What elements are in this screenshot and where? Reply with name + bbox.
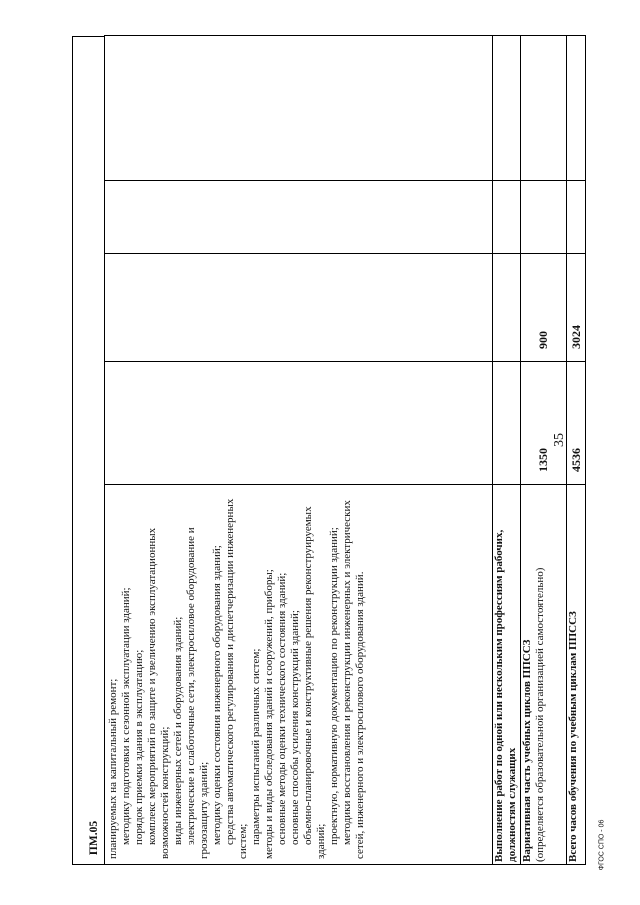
knowledge-line: методики восстановления и реконструкции инженерных и электрических сетей, инженерного и электросилового оборудования зданий. — [341, 500, 366, 859]
total-competence — [567, 36, 586, 181]
code-column — [32, 36, 104, 865]
knowledge-line: средства автоматического регулирования и диспетчеризации инженерных систем; — [224, 498, 249, 859]
knowledge-line: основные способы усиления конструкций зданий; — [289, 610, 301, 845]
variative-note: (определяется образовательной организацией самостоятельно) — [534, 567, 546, 862]
variative-competence — [521, 36, 567, 181]
total-title: Всего часов обучения по учебным циклам ППССЗ — [567, 485, 586, 865]
pm05-hours — [493, 254, 521, 362]
knowledge-line: объемно-планировочные и конструктивные решения реконструируемых зданий; — [302, 506, 327, 859]
knowledge-line: порядок приемки здания в эксплуатацию; — [133, 649, 145, 845]
table-row-variative — [521, 36, 567, 865]
total-disciplines — [567, 181, 586, 254]
knowledge-cell — [105, 485, 493, 865]
knowledge-line: планируемых на капитальный ремонт; — [107, 678, 119, 859]
variative-hours: 900 — [521, 254, 567, 362]
knowledge-line: параметры испытаний различных систем; — [250, 648, 262, 845]
competence-cell — [105, 36, 493, 181]
pm05-competence — [493, 36, 521, 181]
table-row-total — [567, 36, 586, 865]
variative-disciplines — [521, 181, 567, 254]
knowledge-line: электрические и слаботочные сети, электросиловое оборудование и грозозащиту зданий; — [185, 527, 210, 859]
knowledge-line: методику оценки состояния инженерного оборудования зданий; — [211, 545, 223, 845]
pm05-title: Выполнение работ по одной или нескольким профессиям рабочих, должностям служащих — [493, 485, 521, 865]
knowledge-list — [105, 487, 367, 862]
hours-cell — [105, 254, 493, 362]
disciplines-cell — [105, 181, 493, 254]
pm05-max-hours — [493, 362, 521, 485]
total-hours: 3024 — [567, 254, 586, 362]
knowledge-line: методику подготовки к сезонной эксплуатации зданий; — [120, 587, 132, 845]
curriculum-table — [104, 35, 586, 865]
knowledge-line: проектную, нормативную документацию по реконструкции зданий; — [328, 527, 340, 845]
code-column-frame — [32, 36, 104, 865]
knowledge-line: виды инженерных сетей и оборудования зданий; — [172, 616, 184, 845]
page-number: 35 — [552, 433, 567, 447]
variative-title: Вариативная часть учебных циклов ППССЗ — [521, 639, 533, 862]
pm05-code: ПМ.05 — [88, 820, 100, 856]
variative-max-hours: 1350 — [521, 362, 567, 485]
variative-title-cell — [521, 485, 567, 865]
knowledge-line: методы и виды обследования зданий и сооружений, приборы; — [263, 569, 275, 859]
table-row-knowledge — [105, 36, 493, 865]
curriculum-table-rotated — [104, 36, 585, 865]
footer-label: ФГОС СПО - 06 — [598, 819, 606, 871]
total-max-hours: 4536 — [567, 362, 586, 485]
knowledge-line: комплекс мероприятий по защите и увеличению эксплуатационных возможностей конструкций; — [146, 527, 171, 859]
knowledge-line: основные методы оценки технического состояния зданий; — [276, 572, 288, 845]
table-row-pm05 — [493, 36, 521, 865]
max-hours-cell — [105, 362, 493, 485]
pm05-disciplines — [493, 181, 521, 254]
code-cell — [72, 36, 104, 865]
